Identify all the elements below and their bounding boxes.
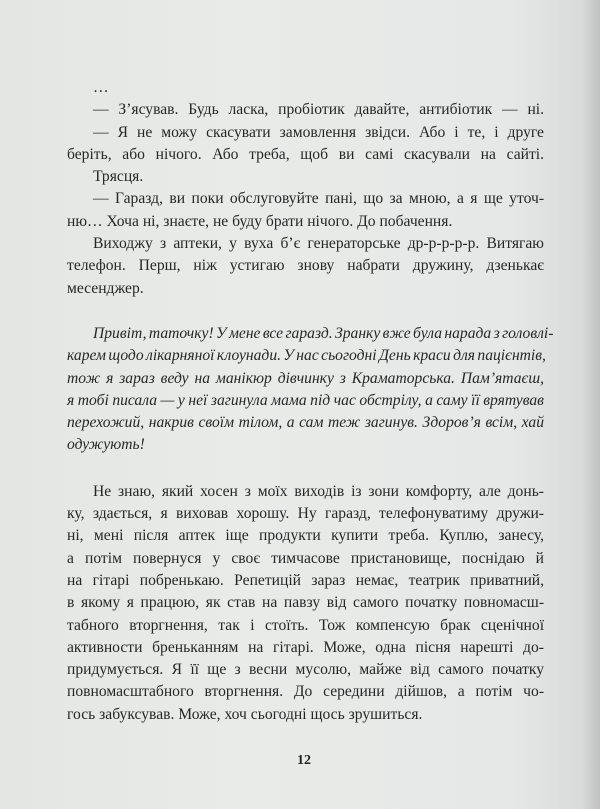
text-line-content: — Я не можу скасувати замовлення звідси. Або і те, і друге (93, 123, 544, 141)
text-line (67, 211, 544, 233)
text-line (67, 278, 544, 300)
text-line (67, 323, 554, 345)
text-line-content: … (93, 79, 109, 96)
text-line-content: ню… Хоча ні, знаєте, не буду брати нічого. До побачення. (67, 212, 453, 230)
text-line (67, 525, 544, 547)
book-page-text (67, 77, 554, 726)
text-line (67, 570, 544, 592)
text-line-content: я тобі писала — у неї загинула мама під час обстрілу, а саму її врятував (67, 391, 544, 409)
text-line-content: Не знаю, який хосен з моїх виходів із зони комфорту, але донь- (93, 482, 545, 500)
paragraph-gap (67, 457, 544, 481)
text-line (67, 548, 544, 570)
text-line-content: а потім повернуся у своє тимчасове пристановище, поснідаю й (67, 549, 545, 567)
text-line (67, 659, 544, 681)
text-line-content: перехожий, накрив своїм тілом, а сам теж загинув. Здоров’я всім, хай (67, 414, 544, 432)
text-line-content: ку, здається, я виховав хорошу. Ну гаразд, телефонуватиму дружи- (67, 505, 545, 523)
text-line (67, 615, 544, 637)
text-line (67, 188, 544, 210)
text-line-content: ні, мені після аптек іще продукти купити треба. Куплю, занесу, (67, 527, 544, 545)
text-line-content: придумується. Я її ще з весни мусолю, майже від самого початку (67, 661, 545, 679)
text-line-content: одужують! (67, 436, 145, 454)
text-line-content: — Гаразд, ви поки обслуговуйте пані, що за мною, а я ще уточ- (93, 190, 545, 208)
text-line (67, 503, 544, 525)
text-line-content: табного вторгнення, так і стоїть. Тож компенсую брак сценічної (67, 616, 545, 634)
text-line (67, 144, 544, 166)
phone-message (67, 323, 554, 457)
text-line-content: тож я зараз веду на манікюр дівчинку з Краматорська. Пам’ятаєш, (67, 369, 545, 387)
text-line-content: месенджер. (67, 279, 144, 297)
text-line (67, 122, 544, 144)
text-line-content: телефон. Перш, ніж устигаю знову набрати дружину, дзенькає (67, 257, 544, 275)
text-line (67, 233, 544, 255)
text-line (67, 592, 544, 614)
text-line-content: в якому я працюю, як став на павзу від самого початку повномасш- (67, 594, 545, 612)
text-line-content: на гітарі побренькаю. Репетицій зараз немає, театрик приватний, (67, 571, 545, 589)
text-line (67, 390, 544, 412)
text-line (67, 255, 544, 277)
text-line-content: гось забуксував. Може, хоч сьогодні щось зрушиться. (67, 705, 423, 723)
text-line (67, 345, 544, 367)
text-line-content: Трясця. (93, 168, 144, 186)
page-number: 12 (297, 753, 311, 768)
narrative-paragraph (67, 481, 544, 726)
text-line-content: повномасштабного вторгнення. До середини дійшов, а потім чо- (67, 683, 545, 701)
text-line (67, 412, 544, 434)
text-line (67, 704, 544, 726)
text-line (67, 637, 544, 659)
text-line (67, 166, 544, 188)
text-line (67, 434, 544, 456)
text-line-content: Привіт, таточку! У мене все гаразд. Зранку вже була нарада з головлі- (93, 324, 554, 342)
text-line (67, 681, 544, 703)
text-line (67, 77, 544, 99)
text-line-content: активности бренькaнням на гітарі. Може, одна пісня нарешті до- (67, 638, 544, 656)
text-line (67, 481, 544, 503)
text-line (67, 99, 544, 121)
text-line-content: беріть, або нічого. Або треба, щоб ви самі скасували на сайті. (67, 145, 545, 163)
paragraph-gap (67, 300, 544, 323)
text-line (67, 368, 544, 390)
text-line-content: карем щодо лікарняної клоунади. У нас сьогодні День краси для пацієнтів, (67, 347, 546, 365)
text-line-content: Виходжу з аптеки, у вуха б’є генераторське др-р-р-р-р. Витягаю (93, 235, 544, 253)
text-line-content: — З’ясував. Будь ласка, пробіотик давайте, антибіотик — ні. (93, 101, 545, 119)
